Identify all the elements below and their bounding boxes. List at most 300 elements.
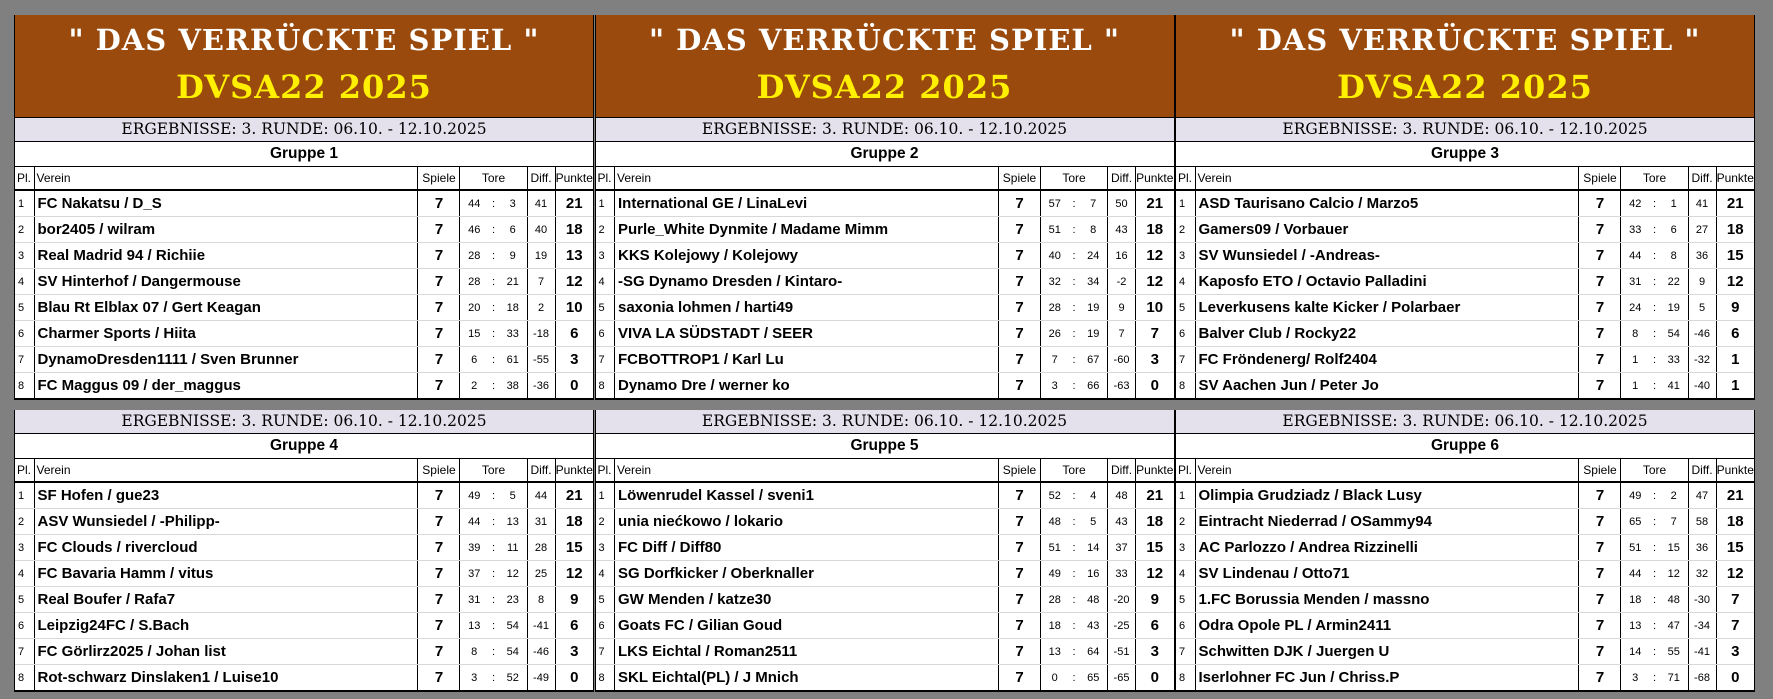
header-games: Spiele (998, 167, 1040, 190)
table-row (15, 639, 593, 665)
goals-against-cell: 61 (499, 347, 527, 373)
column-4 (14, 410, 594, 692)
goals-for-cell: 2 (460, 373, 488, 400)
points-cell: 3 (1716, 639, 1754, 665)
diff-cell: 8 (527, 587, 555, 613)
games-cell: 7 (998, 561, 1040, 587)
table-row (596, 373, 1174, 400)
place-cell: 8 (1176, 665, 1195, 692)
header-row (596, 167, 1174, 190)
place-cell: 3 (596, 535, 615, 561)
diff-cell: -18 (527, 321, 555, 347)
games-cell: 7 (418, 509, 460, 535)
club-cell: SV Hinterhof / Dangermouse (34, 269, 418, 295)
diff-cell: 2 (527, 295, 555, 321)
table-row (596, 561, 1174, 587)
goals-against-cell: 64 (1079, 639, 1107, 665)
games-cell: 7 (1579, 347, 1621, 373)
games-cell: 7 (1579, 373, 1621, 400)
goals-against-cell: 8 (1079, 217, 1107, 243)
goals-sep-cell: : (1649, 269, 1660, 295)
club-cell: bor2405 / wilram (34, 217, 418, 243)
diff-cell: -20 (1108, 587, 1136, 613)
points-cell: 21 (1716, 190, 1754, 217)
points-cell: 15 (1136, 535, 1174, 561)
points-cell: 9 (1716, 295, 1754, 321)
points-cell: 0 (1136, 665, 1174, 692)
header-diff: Diff. (1688, 459, 1716, 482)
diff-cell: 43 (1108, 509, 1136, 535)
diff-cell: 19 (527, 243, 555, 269)
diff-cell: 32 (1688, 561, 1716, 587)
diff-cell: -49 (527, 665, 555, 692)
place-cell: 2 (15, 509, 34, 535)
club-cell: Odra Opole PL / Armin2411 (1195, 613, 1579, 639)
games-cell: 7 (418, 373, 460, 400)
club-cell: Rot-schwarz Dinslaken1 / Luise10 (34, 665, 418, 692)
header-place: Pl. (15, 459, 34, 482)
goals-for-cell: 24 (1621, 295, 1649, 321)
table-row (1176, 509, 1754, 535)
header-club: Verein (1195, 167, 1579, 190)
goals-sep-cell: : (488, 243, 499, 269)
diff-cell: -36 (527, 373, 555, 400)
table-row (15, 665, 593, 692)
goals-against-cell: 19 (1079, 321, 1107, 347)
diff-cell: 5 (1688, 295, 1716, 321)
club-cell: ASV Wunsiedel / -Philipp- (34, 509, 418, 535)
games-cell: 7 (418, 295, 460, 321)
goals-for-cell: 18 (1621, 587, 1649, 613)
place-cell: 7 (15, 347, 34, 373)
club-cell: KKS Kolejowy / Kolejowy (615, 243, 999, 269)
points-cell: 12 (1136, 269, 1174, 295)
table-row (1176, 190, 1754, 217)
header-goals: Tore (1621, 459, 1688, 482)
games-cell: 7 (998, 295, 1040, 321)
table-row (596, 269, 1174, 295)
place-cell: 2 (596, 509, 615, 535)
place-cell: 2 (596, 217, 615, 243)
goals-against-cell: 52 (499, 665, 527, 692)
club-cell: FC Diff / Diff80 (615, 535, 999, 561)
goals-against-cell: 47 (1660, 613, 1688, 639)
diff-cell: -30 (1688, 587, 1716, 613)
goals-against-cell: 33 (1660, 347, 1688, 373)
table-row (596, 190, 1174, 217)
club-cell: SKL Eichtal(PL) / J Mnich (615, 665, 999, 692)
place-cell: 6 (15, 321, 34, 347)
goals-against-cell: 19 (1660, 295, 1688, 321)
club-cell: unia niećkowo / lokario (615, 509, 999, 535)
table-row (1176, 321, 1754, 347)
games-cell: 7 (1579, 321, 1621, 347)
goals-sep-cell: : (488, 295, 499, 321)
club-cell: Charmer Sports / Hiita (34, 321, 418, 347)
club-cell: Leipzig24FC / S.Bach (34, 613, 418, 639)
diff-cell: -41 (527, 613, 555, 639)
place-cell: 2 (1176, 509, 1195, 535)
games-cell: 7 (1579, 295, 1621, 321)
goals-sep-cell: : (1649, 347, 1660, 373)
header-club: Verein (34, 167, 418, 190)
points-cell: 12 (555, 269, 593, 295)
diff-cell: 36 (1688, 243, 1716, 269)
header-club: Verein (615, 167, 999, 190)
header-games: Spiele (998, 459, 1040, 482)
points-cell: 3 (1136, 639, 1174, 665)
table-row (1176, 535, 1754, 561)
club-cell: Dynamo Dre / werner ko (615, 373, 999, 400)
goals-sep-cell: : (488, 587, 499, 613)
banner-subtitle: DVSA22 2025 (1337, 68, 1593, 106)
goals-against-cell: 55 (1660, 639, 1688, 665)
header-diff: Diff. (1688, 167, 1716, 190)
goals-against-cell: 38 (499, 373, 527, 400)
table-row (1176, 269, 1754, 295)
place-cell: 4 (1176, 269, 1195, 295)
games-cell: 7 (1579, 665, 1621, 692)
place-cell: 6 (596, 321, 615, 347)
games-cell: 7 (418, 665, 460, 692)
points-cell: 7 (1716, 613, 1754, 639)
header-points: Punkte (1716, 459, 1754, 482)
banner-subtitle: DVSA22 2025 (176, 68, 432, 106)
diff-cell: 43 (1108, 217, 1136, 243)
points-cell: 15 (555, 535, 593, 561)
header-goals: Tore (460, 459, 527, 482)
club-cell: FC Clouds / rivercloud (34, 535, 418, 561)
table-row (15, 243, 593, 269)
place-cell: 7 (596, 347, 615, 373)
place-cell: 6 (596, 613, 615, 639)
points-cell: 1 (1716, 373, 1754, 400)
results-header: ERGEBNISSE: 3. RUNDE: 06.10. - 12.10.2025 (15, 118, 593, 142)
goals-for-cell: 13 (460, 613, 488, 639)
goals-sep-cell: : (1649, 535, 1660, 561)
standings-table (596, 167, 1174, 400)
table-row (596, 509, 1174, 535)
table-row (1176, 613, 1754, 639)
goals-sep-cell: : (1649, 509, 1660, 535)
points-cell: 12 (1136, 561, 1174, 587)
goals-against-cell: 19 (1079, 295, 1107, 321)
group-title: Gruppe 3 (1176, 142, 1754, 167)
goals-for-cell: 49 (1040, 561, 1068, 587)
goals-against-cell: 2 (1660, 482, 1688, 509)
table-row (1176, 347, 1754, 373)
group-title: Gruppe 4 (15, 434, 593, 459)
goals-sep-cell: : (1068, 295, 1079, 321)
club-cell: LKS Eichtal / Roman2511 (615, 639, 999, 665)
points-cell: 1 (1716, 347, 1754, 373)
table-row (596, 639, 1174, 665)
club-cell: Purle_White Dynmite / Madame Mimm (615, 217, 999, 243)
goals-for-cell: 49 (460, 482, 488, 509)
table-row (15, 190, 593, 217)
goals-for-cell: 51 (1040, 217, 1068, 243)
place-cell: 8 (1176, 373, 1195, 400)
games-cell: 7 (998, 217, 1040, 243)
table-row (15, 321, 593, 347)
points-cell: 18 (1716, 217, 1754, 243)
diff-cell: 33 (1108, 561, 1136, 587)
points-cell: 18 (1716, 509, 1754, 535)
goals-sep-cell: : (1068, 535, 1079, 561)
goals-for-cell: 18 (1040, 613, 1068, 639)
diff-cell: -25 (1108, 613, 1136, 639)
points-cell: 18 (555, 217, 593, 243)
place-cell: 4 (15, 269, 34, 295)
games-cell: 7 (418, 243, 460, 269)
place-cell: 4 (596, 269, 615, 295)
games-cell: 7 (418, 639, 460, 665)
goals-for-cell: 40 (1040, 243, 1068, 269)
goals-for-cell: 13 (1040, 639, 1068, 665)
place-cell: 3 (1176, 535, 1195, 561)
results-header: ERGEBNISSE: 3. RUNDE: 06.10. - 12.10.2025 (15, 410, 593, 434)
table-row (596, 321, 1174, 347)
place-cell: 5 (596, 295, 615, 321)
header-place: Pl. (596, 459, 615, 482)
header-points: Punkte (1136, 459, 1174, 482)
games-cell: 7 (418, 587, 460, 613)
goals-against-cell: 33 (499, 321, 527, 347)
games-cell: 7 (418, 217, 460, 243)
goals-for-cell: 39 (460, 535, 488, 561)
games-cell: 7 (418, 190, 460, 217)
goals-for-cell: 49 (1621, 482, 1649, 509)
diff-cell: -65 (1108, 665, 1136, 692)
goals-sep-cell: : (488, 561, 499, 587)
goals-sep-cell: : (1068, 269, 1079, 295)
games-cell: 7 (998, 665, 1040, 692)
club-cell: Löwenrudel Kassel / sveni1 (615, 482, 999, 509)
goals-against-cell: 11 (499, 535, 527, 561)
games-cell: 7 (1579, 535, 1621, 561)
points-cell: 18 (555, 509, 593, 535)
table-row (1176, 217, 1754, 243)
goals-for-cell: 6 (460, 347, 488, 373)
place-cell: 8 (596, 373, 615, 400)
goals-sep-cell: : (1649, 482, 1660, 509)
games-cell: 7 (1579, 190, 1621, 217)
goals-sep-cell: : (1068, 613, 1079, 639)
goals-sep-cell: : (488, 639, 499, 665)
goals-for-cell: 3 (1621, 665, 1649, 692)
points-cell: 12 (1716, 269, 1754, 295)
games-cell: 7 (418, 561, 460, 587)
points-cell: 0 (1716, 665, 1754, 692)
bottom-row (14, 410, 1755, 692)
banner-subtitle: DVSA22 2025 (756, 68, 1013, 106)
points-cell: 6 (1136, 613, 1174, 639)
games-cell: 7 (1579, 269, 1621, 295)
place-cell: 1 (1176, 190, 1195, 217)
header-row (596, 459, 1174, 482)
group-title: Gruppe 6 (1176, 434, 1754, 459)
goals-sep-cell: : (488, 217, 499, 243)
points-cell: 21 (555, 482, 593, 509)
goals-against-cell: 54 (1660, 321, 1688, 347)
club-cell: Blau Rt Elblax 07 / Gert Keagan (34, 295, 418, 321)
place-cell: 7 (596, 639, 615, 665)
goals-sep-cell: : (1068, 373, 1079, 400)
top-row (14, 15, 1755, 400)
goals-against-cell: 7 (1079, 190, 1107, 217)
points-cell: 7 (1136, 321, 1174, 347)
column-6 (1175, 410, 1755, 692)
goals-sep-cell: : (1068, 639, 1079, 665)
club-cell: SV Wunsiedel / -Andreas- (1195, 243, 1579, 269)
club-cell: Leverkusens kalte Kicker / Polarbaer (1195, 295, 1579, 321)
goals-sep-cell: : (488, 321, 499, 347)
header-goals: Tore (1040, 167, 1107, 190)
goals-for-cell: 57 (1040, 190, 1068, 217)
place-cell: 5 (1176, 295, 1195, 321)
place-cell: 1 (15, 482, 34, 509)
results-header: ERGEBNISSE: 3. RUNDE: 06.10. - 12.10.2025 (1176, 118, 1754, 142)
diff-cell: 28 (527, 535, 555, 561)
diff-cell: -40 (1688, 373, 1716, 400)
points-cell: 21 (1136, 190, 1174, 217)
header-row (15, 167, 593, 190)
place-cell: 5 (1176, 587, 1195, 613)
table-row (15, 482, 593, 509)
table-row (1176, 243, 1754, 269)
points-cell: 18 (1136, 217, 1174, 243)
table-row (1176, 665, 1754, 692)
place-cell: 1 (15, 190, 34, 217)
goals-for-cell: 51 (1621, 535, 1649, 561)
title-banner (15, 15, 593, 118)
points-cell: 12 (1136, 243, 1174, 269)
diff-cell: -46 (1688, 321, 1716, 347)
header-diff: Diff. (527, 167, 555, 190)
table-row (596, 535, 1174, 561)
table-row (15, 535, 593, 561)
place-cell: 6 (1176, 613, 1195, 639)
club-cell: VIVA LA SÜDSTADT / SEER (615, 321, 999, 347)
goals-for-cell: 7 (1040, 347, 1068, 373)
goals-sep-cell: : (1068, 665, 1079, 692)
goals-against-cell: 18 (499, 295, 527, 321)
goals-sep-cell: : (488, 190, 499, 217)
club-cell: -SG Dynamo Dresden / Kintaro- (615, 269, 999, 295)
place-cell: 6 (1176, 321, 1195, 347)
place-cell: 5 (15, 587, 34, 613)
points-cell: 21 (1136, 482, 1174, 509)
diff-cell: -2 (1108, 269, 1136, 295)
diff-cell: 44 (527, 482, 555, 509)
place-cell: 3 (15, 535, 34, 561)
goals-sep-cell: : (1068, 243, 1079, 269)
goals-for-cell: 14 (1621, 639, 1649, 665)
table-row (1176, 561, 1754, 587)
goals-sep-cell: : (1649, 613, 1660, 639)
points-cell: 0 (555, 373, 593, 400)
goals-sep-cell: : (488, 509, 499, 535)
place-cell: 2 (15, 217, 34, 243)
goals-against-cell: 15 (1660, 535, 1688, 561)
diff-cell: -68 (1688, 665, 1716, 692)
header-diff: Diff. (1108, 459, 1136, 482)
place-cell: 7 (15, 639, 34, 665)
goals-sep-cell: : (488, 665, 499, 692)
goals-sep-cell: : (1649, 217, 1660, 243)
header-place: Pl. (15, 167, 34, 190)
table-row (15, 295, 593, 321)
games-cell: 7 (998, 347, 1040, 373)
diff-cell: 36 (1688, 535, 1716, 561)
club-cell: DynamoDresden1111 / Sven Brunner (34, 347, 418, 373)
goals-against-cell: 16 (1079, 561, 1107, 587)
goals-for-cell: 3 (1040, 373, 1068, 400)
goals-for-cell: 8 (460, 639, 488, 665)
goals-against-cell: 8 (1660, 243, 1688, 269)
goals-sep-cell: : (1068, 217, 1079, 243)
goals-against-cell: 67 (1079, 347, 1107, 373)
games-cell: 7 (998, 535, 1040, 561)
points-cell: 3 (555, 639, 593, 665)
club-cell: FC Maggus 09 / der_maggus (34, 373, 418, 400)
goals-against-cell: 13 (499, 509, 527, 535)
games-cell: 7 (418, 613, 460, 639)
club-cell: GW Menden / katze30 (615, 587, 999, 613)
goals-against-cell: 14 (1079, 535, 1107, 561)
games-cell: 7 (1579, 482, 1621, 509)
goals-against-cell: 48 (1079, 587, 1107, 613)
goals-against-cell: 22 (1660, 269, 1688, 295)
points-cell: 3 (1136, 347, 1174, 373)
goals-against-cell: 23 (499, 587, 527, 613)
goals-sep-cell: : (1068, 190, 1079, 217)
goals-against-cell: 12 (499, 561, 527, 587)
header-goals: Tore (1621, 167, 1688, 190)
standings-table (1176, 459, 1754, 692)
table-row (15, 561, 593, 587)
header-place: Pl. (596, 167, 615, 190)
club-cell: Olimpia Grudziadz / Black Lusy (1195, 482, 1579, 509)
place-cell: 7 (1176, 347, 1195, 373)
header-goals: Tore (460, 167, 527, 190)
goals-against-cell: 54 (499, 639, 527, 665)
header-points: Punkte (1136, 167, 1174, 190)
goals-sep-cell: : (1068, 347, 1079, 373)
club-cell: 1.FC Borussia Menden / massno (1195, 587, 1579, 613)
header-games: Spiele (418, 459, 460, 482)
table-row (596, 295, 1174, 321)
points-cell: 21 (1716, 482, 1754, 509)
goals-for-cell: 26 (1040, 321, 1068, 347)
games-cell: 7 (1579, 509, 1621, 535)
table-row (15, 613, 593, 639)
place-cell: 8 (15, 373, 34, 400)
club-cell: Goats FC / Gilian Goud (615, 613, 999, 639)
goals-sep-cell: : (1649, 561, 1660, 587)
goals-against-cell: 21 (499, 269, 527, 295)
goals-for-cell: 20 (460, 295, 488, 321)
goals-for-cell: 1 (1621, 347, 1649, 373)
goals-against-cell: 66 (1079, 373, 1107, 400)
standings-table (15, 167, 593, 400)
club-cell: Balver Club / Rocky22 (1195, 321, 1579, 347)
points-cell: 12 (555, 561, 593, 587)
points-cell: 18 (1136, 509, 1174, 535)
goals-sep-cell: : (1649, 639, 1660, 665)
place-cell: 3 (1176, 243, 1195, 269)
club-cell: saxonia lohmen / harti49 (615, 295, 999, 321)
